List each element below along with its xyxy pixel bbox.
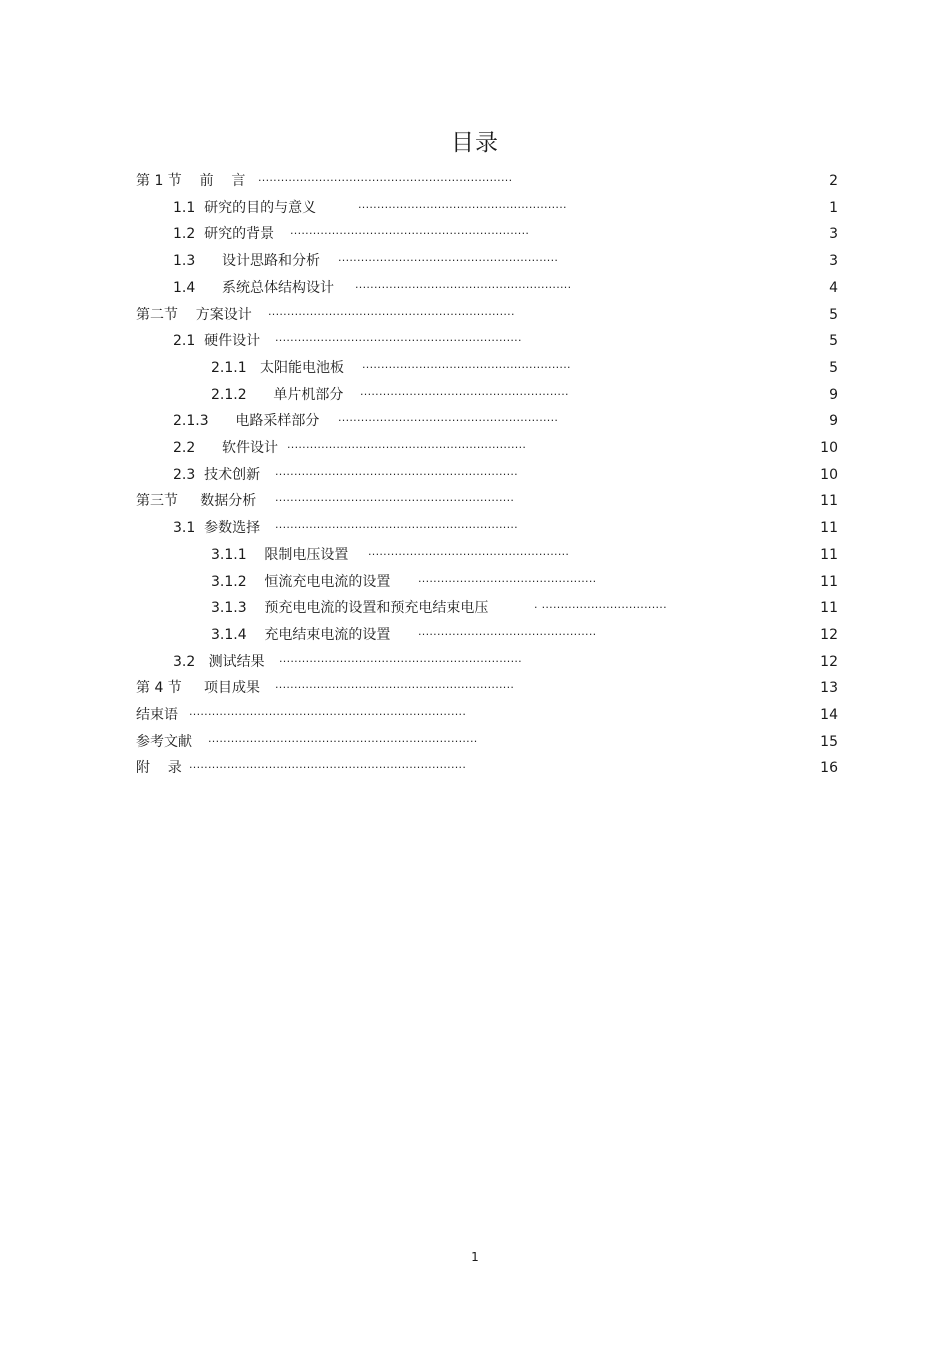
toc-entry-page: 10 bbox=[820, 466, 838, 483]
toc-entry-page: 14 bbox=[820, 707, 838, 723]
toc-entry-label: 结束语 bbox=[136, 707, 178, 723]
toc-entry-page: 12 bbox=[820, 653, 838, 670]
toc-entry-leader: .......................................................... bbox=[338, 251, 559, 265]
toc-entry bbox=[0, 598, 950, 618]
toc-entry-label: 2.3 技术创新 bbox=[173, 466, 261, 483]
toc-entry bbox=[0, 198, 950, 218]
toc-entry bbox=[0, 758, 950, 778]
toc-entry-leader: ................................................................. bbox=[275, 331, 522, 345]
page-number: 1 bbox=[471, 1250, 479, 1264]
toc-entry-leader: ............................................................... bbox=[287, 438, 527, 451]
toc-entry-page: 16 bbox=[820, 760, 838, 777]
toc-entry-label: 第二节 方案设计 bbox=[136, 306, 252, 323]
toc-entry-label: 1.2 研究的背景 bbox=[173, 226, 275, 243]
toc-entry-label: 1.3 设计思路和分析 bbox=[173, 253, 320, 270]
toc-entry bbox=[0, 385, 950, 405]
toc-entry bbox=[0, 438, 950, 458]
toc-entry bbox=[0, 331, 950, 351]
toc-entry-label: 2.1.1 太阳能电池板 bbox=[211, 359, 344, 376]
toc-entry-leader: ....................................................................... bbox=[208, 731, 478, 745]
toc-entry bbox=[0, 171, 950, 191]
toc-entry-page: 3 bbox=[829, 253, 838, 270]
toc-entry-label: 2.1.3 电路采样部分 bbox=[173, 413, 320, 430]
toc-entry-page: 13 bbox=[820, 680, 838, 697]
toc-entry-leader: . ................................. bbox=[534, 598, 667, 612]
toc-entry-leader: ..................................................... bbox=[368, 544, 570, 558]
toc-entry-label: 3.1 参数选择 bbox=[173, 520, 261, 537]
toc-entry-leader: ....................................................... bbox=[362, 357, 571, 371]
toc-entry-leader: ....................................................... bbox=[360, 384, 569, 398]
toc-entry-label: 3.2 测试结果 bbox=[173, 653, 265, 670]
toc-entry-label: 参考文献 bbox=[136, 733, 192, 750]
toc-entry-leader: .......................................................... bbox=[338, 411, 559, 425]
toc-entry-leader: ......................................................................... bbox=[189, 758, 467, 772]
toc-entry-page: 10 bbox=[820, 440, 838, 456]
toc-entry bbox=[0, 732, 950, 752]
toc-entry bbox=[0, 251, 950, 271]
toc-entry-leader: ................................................................ bbox=[279, 651, 522, 665]
toc-entry-page: 5 bbox=[829, 306, 838, 323]
toc-entry-page: 5 bbox=[829, 359, 838, 376]
toc-entry bbox=[0, 491, 950, 511]
toc-entry-label: 1.1 研究的目的与意义 bbox=[173, 199, 317, 216]
toc-entry bbox=[0, 678, 950, 698]
toc-entry-page: 9 bbox=[829, 386, 838, 403]
toc-entry bbox=[0, 224, 950, 244]
toc-entry-label: 3.1.4 充电结束电流的设置 bbox=[211, 626, 391, 643]
toc-entry-page: 11 bbox=[820, 546, 838, 563]
toc-entry-leader: ............................................... bbox=[418, 571, 597, 585]
toc-entry bbox=[0, 278, 950, 298]
toc-entry-label: 1.4 系统总体结构设计 bbox=[173, 279, 334, 296]
toc-entry-leader: ............................................................... bbox=[275, 491, 515, 505]
toc-entry-leader: ......................................................................... bbox=[189, 705, 467, 718]
toc-entry-label: 2.1.2 单片机部分 bbox=[211, 386, 344, 403]
toc-entry bbox=[0, 465, 950, 485]
toc-entry-leader: ......................................................... bbox=[355, 277, 572, 291]
toc-entry-page: 11 bbox=[820, 573, 838, 590]
toc-entry bbox=[0, 705, 950, 725]
toc-entry-leader: ................................................................. bbox=[268, 304, 515, 318]
toc-entry-label: 第三节 数据分析 bbox=[136, 493, 257, 510]
toc-entry-label: 2.1 硬件设计 bbox=[173, 333, 261, 350]
toc-entry-page: 9 bbox=[829, 413, 838, 430]
toc-entry-page: 11 bbox=[820, 520, 838, 537]
toc-entry-page: 4 bbox=[829, 279, 838, 296]
toc-entry-leader: ............................................................... bbox=[290, 224, 530, 238]
toc-entry-page: 1 bbox=[829, 199, 838, 216]
toc-entry bbox=[0, 411, 950, 431]
toc-entry-label: 3.1.1 限制电压设置 bbox=[211, 546, 349, 563]
toc-entry-page: 11 bbox=[820, 493, 838, 510]
toc-entry bbox=[0, 545, 950, 565]
toc-entry-page: 5 bbox=[829, 333, 838, 350]
toc-entry bbox=[0, 305, 950, 325]
toc-entry bbox=[0, 625, 950, 645]
toc-entry-label: 3.1.3 预充电电流的设置和预充电结束电压 bbox=[211, 600, 489, 617]
toc-entry-leader: ............................................... bbox=[418, 624, 597, 638]
toc-entry-page: 2 bbox=[829, 173, 838, 189]
toc-entry-label: 第 1 节 前 言 bbox=[136, 173, 250, 189]
toc-entry bbox=[0, 358, 950, 378]
toc-entry bbox=[0, 652, 950, 672]
toc-entry-label: 附 录 bbox=[136, 760, 182, 777]
toc-entry-label: 2.2 软件设计 bbox=[173, 440, 278, 456]
toc-entry bbox=[0, 518, 950, 538]
toc-entry-label: 3.1.2 恒流充电电流的设置 bbox=[211, 573, 391, 590]
toc-entry bbox=[0, 572, 950, 592]
toc-entry-page: 12 bbox=[820, 626, 838, 643]
toc-title: 目录 bbox=[451, 130, 499, 156]
toc-entry-leader: ....................................................... bbox=[358, 197, 567, 211]
toc-entry-label: 第 4 节 项目成果 bbox=[136, 680, 261, 697]
toc-entry-leader: ................................................................ bbox=[275, 464, 518, 478]
toc-entry-page: 15 bbox=[820, 733, 838, 750]
toc-entry-leader: ................................................................ bbox=[275, 518, 518, 532]
toc-entry-page: 3 bbox=[829, 226, 838, 243]
toc-entry-leader: ............................................................... bbox=[275, 678, 515, 692]
toc-entry-leader: ................................................................... bbox=[258, 171, 513, 184]
toc-entry-page: 11 bbox=[820, 600, 838, 617]
